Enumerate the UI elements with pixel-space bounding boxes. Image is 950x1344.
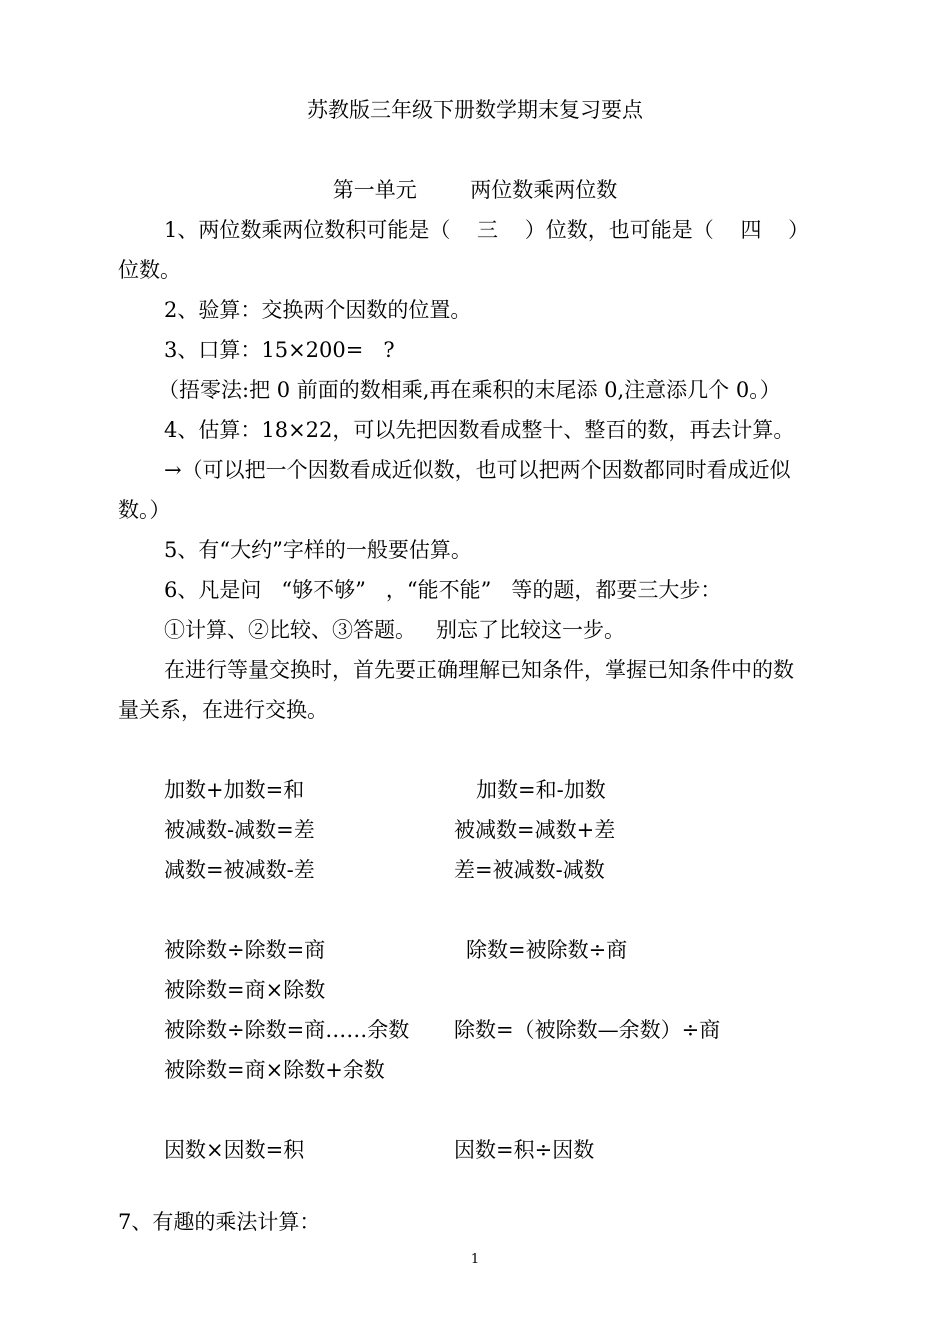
formula-minuend: 被减数=减数+差 bbox=[454, 818, 616, 842]
exchange-note-line-2: 量关系，在进行交换。 bbox=[118, 698, 328, 722]
formula-addition-sum: 加数+加数=和 bbox=[164, 778, 305, 802]
point-7: 7、有趣的乘法计算： bbox=[118, 1210, 321, 1234]
page-number: 1 bbox=[470, 1252, 480, 1267]
point-4-note-line-1: →（可以把一个因数看成近似数，也可以把两个因数都同时看成近似 bbox=[164, 458, 791, 482]
formula-divisor: 除数=被除数÷商 bbox=[466, 938, 628, 962]
exchange-note-line-1: 在进行等量交换时，首先要正确理解已知条件，掌握已知条件中的数 bbox=[164, 658, 794, 682]
formula-dividend-remainder: 被除数=商×除数+余数 bbox=[164, 1058, 385, 1082]
point-6-steps: ①计算、②比较、③答题。 别忘了比较这一步。 bbox=[164, 618, 626, 642]
point-4-note-line-2: 数。） bbox=[118, 498, 171, 522]
point-1-line-2: 位数。 bbox=[118, 258, 181, 282]
formula-quotient-remainder: 被除数÷除数=商……余数 bbox=[164, 1018, 410, 1042]
unit-heading: 第一单元 两位数乘两位数 bbox=[332, 178, 618, 202]
formula-factor: 因数=积÷因数 bbox=[454, 1138, 595, 1162]
formula-difference: 被减数-减数=差 bbox=[164, 818, 315, 842]
point-1-line-1: 1、两位数乘两位数积可能是（ 三 ）位数，也可能是（ 四 ） bbox=[164, 218, 810, 242]
formula-difference-alt: 差=被减数-减数 bbox=[454, 858, 605, 882]
point-2: 2、验算：交换两个因数的位置。 bbox=[164, 298, 472, 322]
formula-dividend: 被除数=商×除数 bbox=[164, 978, 326, 1002]
document-title: 苏教版三年级下册数学期末复习要点 bbox=[307, 98, 643, 122]
formula-divisor-remainder: 除数=（被除数—余数）÷商 bbox=[454, 1018, 721, 1042]
point-3: 3、口算：15×200= ? bbox=[164, 338, 395, 362]
point-4: 4、估算：18×22，可以先把因数看成整十、整百的数，再去计算。 bbox=[164, 418, 795, 442]
point-3-note: （捂零法:把 0 前面的数相乘,再在乘积的末尾添 0,注意添几个 0。） bbox=[158, 378, 781, 402]
point-6: 6、凡是问 “够不够” ，“能不能” 等的题，都要三大步： bbox=[164, 578, 722, 602]
formula-subtrahend: 减数=被减数-差 bbox=[164, 858, 315, 882]
formula-quotient: 被除数÷除数=商 bbox=[164, 938, 326, 962]
point-5: 5、有“大约”字样的一般要估算。 bbox=[164, 538, 472, 562]
formula-addend: 加数=和-加数 bbox=[476, 778, 606, 802]
formula-product: 因数×因数=积 bbox=[164, 1138, 305, 1162]
